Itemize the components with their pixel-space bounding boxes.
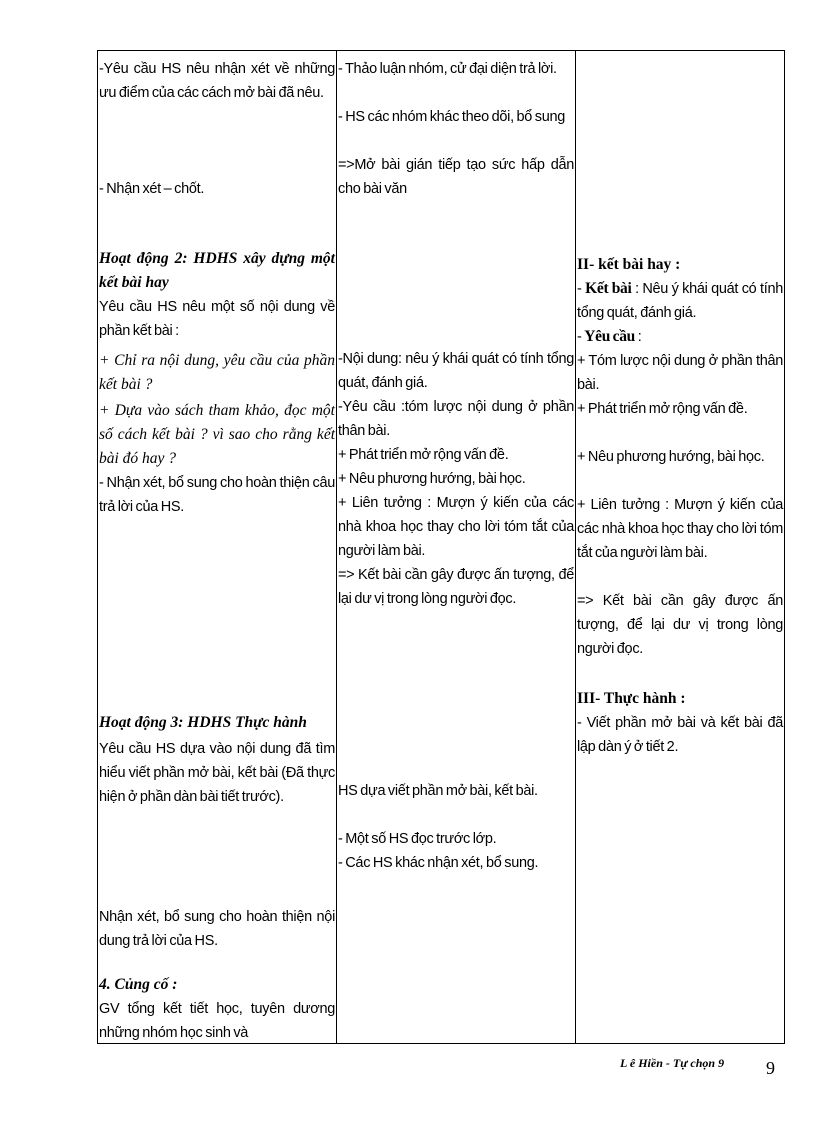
col2-para-11: - Một số HS đọc trước lớp. (338, 831, 497, 847)
col2-para-9: => Kết bài cần gây được ấn tượng, để lại dư vị trong lòng người đọc. (338, 567, 574, 607)
col1-para-2: - Nhận xét – chốt. (99, 181, 205, 197)
ket-bai-text: : Nêu ý khái quát có tính tổng quát, đánh giá. (577, 281, 783, 321)
col3-para-6: - Viết phần mở bài và kết bài đã lập dàn ý ở tiết 2. (577, 715, 783, 755)
teacher-activity-column (98, 51, 336, 1043)
col1-para-7: Yêu cầu HS dựa vào nội dung đã tìm hiểu viết phần mở bài, kết bài (Đã thực hiện ở phần dàn bài tiết trước). (99, 741, 335, 805)
col1-para-1: -Yêu cầu HS nêu nhận xét về những ưu điểm của các cách mở bài đã nêu. (99, 61, 335, 101)
col1-para-9: GV tổng kết tiết học, tuyên dương những nhóm học sinh và (99, 1001, 335, 1041)
col3-ket-bai: - Kết bài : Nêu ý khái quát có tính tổng quát, đánh giá. (577, 280, 783, 321)
col2-para-12: - Các HS khác nhận xét, bổ sung. (338, 855, 539, 871)
page-number: 9 (766, 1058, 775, 1078)
ket-bai-label: Kết bài (585, 280, 632, 297)
col3-para-4: + Liên tưởng : Mượn ý kiến của các nhà khoa học thay cho lời tóm tắt của người làm bài. (577, 497, 783, 561)
col2-para-5: -Yêu cầu :tóm lược nội dung ở phần thân bài. (338, 399, 574, 439)
col3-para-2: + Phát triển mở rộng vấn đề. (577, 401, 748, 417)
content-column (576, 51, 784, 1043)
col3-para-1: + Tóm lược nội dung ở phần thân bài. (577, 353, 783, 393)
activity-3-heading: Hoạt động 3: HDHS Thực hành (99, 714, 307, 731)
col2-para-10: HS dựa viết phần mở bài, kết bài. (338, 783, 538, 799)
col2-para-2: - HS các nhóm khác theo dõi, bổ sung (338, 109, 566, 125)
footer-text: L ê Hiền - Tự chọn 9 (620, 1056, 725, 1070)
col3-yeu-cau: - Yêu cầu : (577, 328, 642, 345)
yeu-cau-text: : (634, 329, 642, 345)
yeu-cau-label: Yêu cầu (584, 328, 635, 345)
col1-para-5: + Dựa vào sách tham khảo, đọc một số cách kết bài ? vì sao cho rằng kết bài đó hay ? (99, 402, 335, 467)
consolidation-heading: 4. Củng cố : (99, 976, 178, 993)
col1-para-4: + Chỉ ra nội dung, yêu cầu của phần kết bài ? (99, 352, 335, 393)
col1-para-6: - Nhận xét, bổ sung cho hoàn thiện câu trả lời của HS. (99, 475, 335, 515)
col1-para-8: Nhận xét, bổ sung cho hoàn thiện nội dung trả lời của HS. (99, 909, 335, 949)
col3-para-5: => Kết bài cần gây được ấn tượng, để lại dư vị trong lòng người đọc. (577, 593, 783, 657)
col2-para-1: - Thảo luận nhóm, cử đại diện trả lời. (338, 61, 557, 77)
col3-para-3: + Nêu phương hướng, bài học. (577, 449, 765, 465)
student-activity-column (337, 51, 575, 1043)
col2-para-6: + Phát triển mở rộng vấn đề. (338, 447, 509, 463)
col2-para-7: + Nêu phương hướng, bài học. (338, 471, 526, 487)
col2-para-3: =>Mở bài gián tiếp tạo sức hấp dẫn cho bài văn (338, 157, 574, 197)
col2-para-4: -Nội dung: nêu ý khái quát có tính tổng quát, đánh giá. (338, 351, 574, 391)
activity-2-heading: Hoạt động 2: HDHS xây dựng một kết bài hay (99, 250, 335, 291)
lesson-table (97, 50, 785, 1044)
col2-para-8: + Liên tưởng : Mượn ý kiến của các nhà khoa học thay cho lời tóm tắt của người làm bài. (338, 495, 574, 559)
section-2-heading: II- kết bài hay : (577, 256, 681, 273)
section-3-heading: III- Thực hành : (577, 690, 686, 707)
col1-para-3: Yêu cầu HS nêu một số nội dung về phần kết bài : (99, 299, 335, 339)
